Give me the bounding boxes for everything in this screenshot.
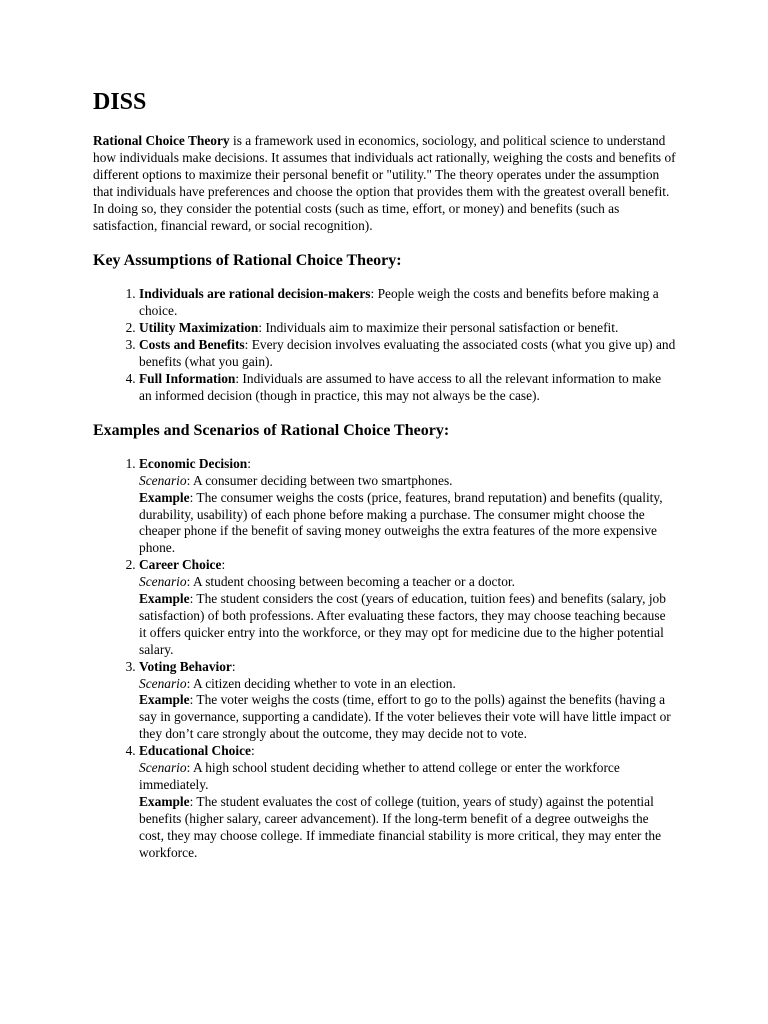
assumptions-heading: Key Assumptions of Rational Choice Theory:	[93, 252, 402, 270]
intro-text: is a framework used in economics, sociology, and political science to understand how individuals make decisions. It assumes that individuals act rationally, weighing the costs and benefits of different options to maximize their personal benefit or "utility." The theory operates under the assumption that individuals have preferences and choose the option that provides them with the greatest overall benefit. In doing so, they consider the potential costs (such as time, effort, or money) and benefits (such as satisfaction, financial reward, or social recognition).	[93, 133, 676, 233]
assumption-item	[139, 320, 676, 337]
assumption-term: Costs and Benefits	[139, 337, 245, 353]
assumption-item	[139, 371, 676, 405]
example-text: : The consumer weighs the costs (price, features, brand reputation) and benefits (quality, durability, usability) of each phone before making a purchase. The consumer might choose the cheaper phone if the benefit of saving money outweighs the extra features of the more expensive phone.	[139, 489, 663, 556]
assumption-item	[139, 286, 676, 320]
assumption-text: : Every decision involves evaluating the associated costs (what you give up) and benefits (what you gain).	[139, 337, 676, 370]
example-item	[139, 743, 676, 861]
intro-term: Rational Choice Theory	[93, 133, 230, 148]
scenario-line	[139, 676, 676, 693]
example-text: : The voter weighs the costs (time, effort to go to the polls) against the benefits (having a say in governance, supporting a candidate). If the voter believes their vote will have little impact or they don’t care strongly about the outcome, they may decide not to vote.	[139, 692, 671, 742]
examples-heading: Examples and Scenarios of Rational Choice Theory:	[93, 421, 450, 439]
example-term-line	[139, 557, 676, 574]
example-term: Voting Behavior	[139, 658, 232, 674]
assumptions-list	[93, 286, 676, 404]
scenario-line	[139, 574, 676, 591]
example-line	[139, 490, 676, 558]
scenario-text: : A consumer deciding between two smartphones.	[186, 472, 453, 488]
example-term: Career Choice	[139, 557, 222, 573]
assumption-item	[139, 337, 676, 371]
scenario-label: Scenario	[139, 472, 187, 488]
scenario-label: Scenario	[139, 574, 187, 590]
example-text: : The student evaluates the cost of college (tuition, years of study) against the potential benefits (higher salary, career advancement). If the long-term benefit of a degree outweighs the cost, they may choose college. If immediate financial stability is more critical, they may enter the workforce.	[139, 793, 662, 860]
example-label: Example	[139, 793, 190, 809]
assumption-term: Utility Maximization	[139, 320, 259, 336]
term-colon: :	[247, 455, 251, 471]
example-term-line	[139, 743, 676, 760]
example-item	[139, 456, 676, 557]
scenario-label: Scenario	[139, 675, 187, 691]
example-line	[139, 692, 676, 743]
scenario-line	[139, 760, 676, 794]
scenario-text: : A student choosing between becoming a teacher or a doctor.	[186, 574, 515, 590]
example-line	[139, 794, 676, 862]
example-term: Educational Choice	[139, 743, 251, 759]
scenario-text: : A citizen deciding whether to vote in an election.	[186, 675, 456, 691]
example-item	[139, 557, 676, 658]
examples-list	[93, 456, 676, 862]
assumption-text: : Individuals aim to maximize their personal satisfaction or benefit.	[258, 320, 619, 336]
scenario-text: : A high school student deciding whether to attend college or enter the workforce immediately.	[139, 760, 620, 792]
example-term-line	[139, 659, 676, 676]
example-text: : The student considers the cost (years of education, tuition fees) and benefits (salary, job satisfaction) of both professions. After evaluating these factors, they may choose teaching because it offers quicker entry into the workforce, or they may opt for medicine due to the higher potential salary.	[139, 591, 666, 657]
example-item	[139, 659, 676, 744]
term-colon: :	[221, 557, 226, 573]
example-label: Example	[139, 692, 190, 708]
example-label: Example	[139, 591, 190, 607]
assumption-text: : People weigh the costs and benefits before making a choice.	[139, 286, 659, 319]
scenario-label: Scenario	[139, 760, 187, 776]
example-line	[139, 591, 676, 659]
scenario-line	[139, 473, 676, 490]
intro-paragraph	[93, 133, 676, 234]
example-term-line	[139, 456, 676, 473]
assumption-term: Individuals are rational decision-makers	[139, 286, 371, 302]
example-term: Economic Decision	[139, 455, 248, 471]
example-label: Example	[139, 489, 190, 505]
term-colon: :	[231, 658, 236, 674]
term-colon: :	[250, 743, 255, 759]
assumption-text: : Individuals are assumed to have access to all the relevant information to make an informed decision (though in practice, this may not always be the case).	[139, 370, 662, 403]
assumption-term: Full Information	[139, 370, 236, 386]
document-title: DISS	[93, 89, 147, 115]
